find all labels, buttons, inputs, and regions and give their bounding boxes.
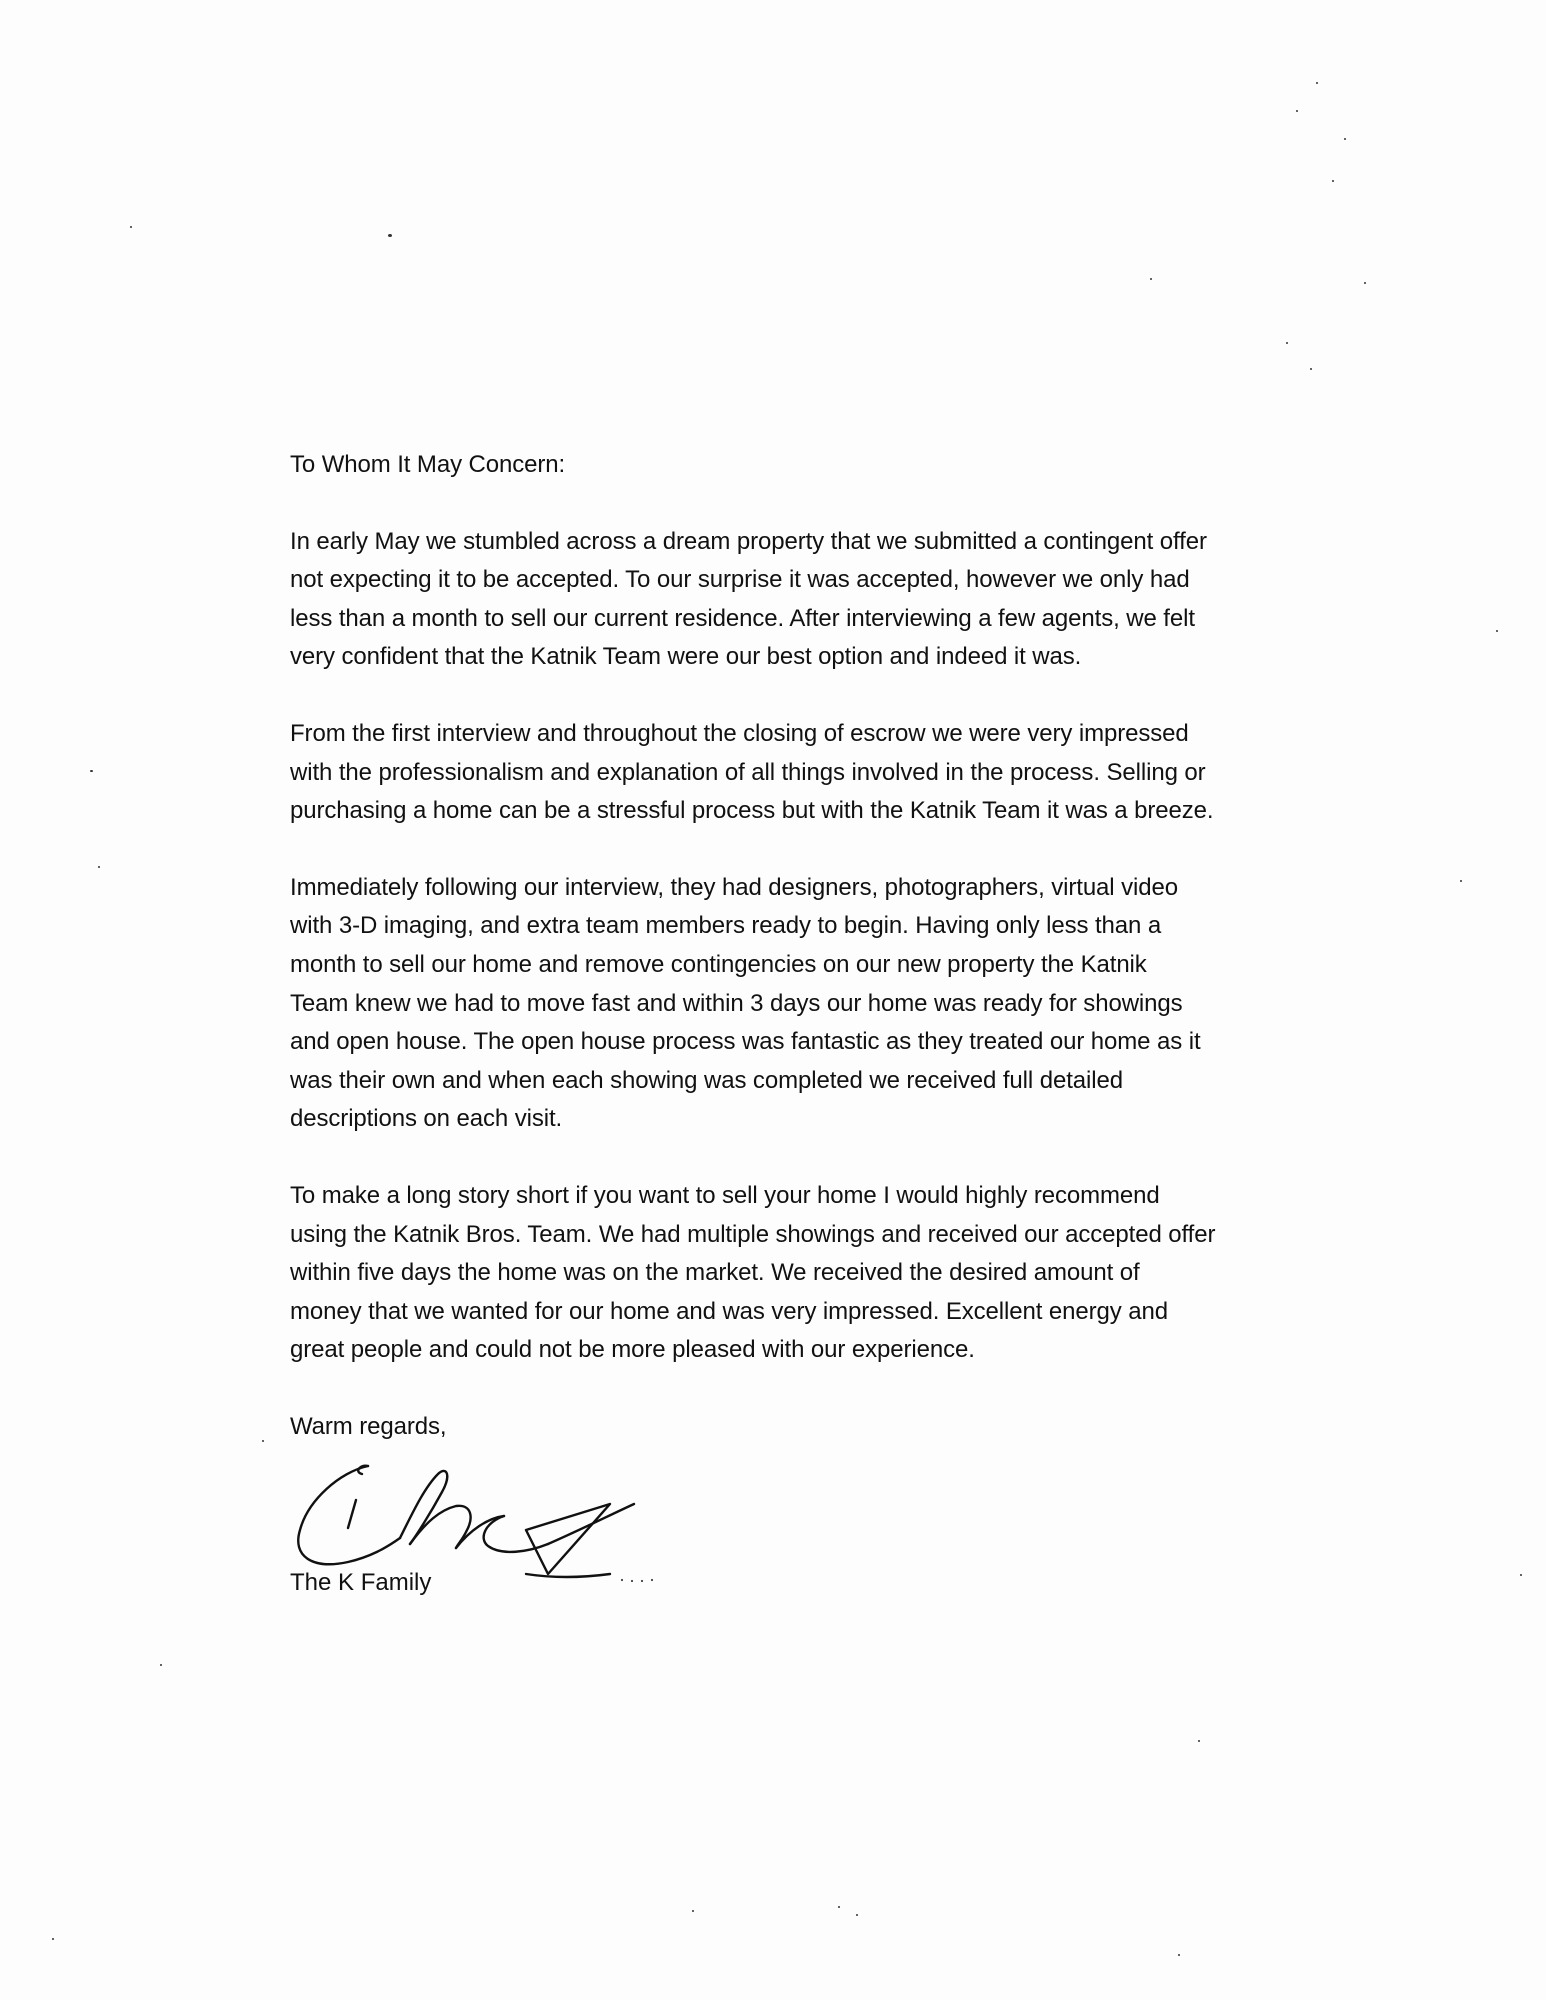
sender-name: The K Family xyxy=(290,1569,432,1596)
scan-speck xyxy=(1332,180,1334,182)
closing: Warm regards, xyxy=(290,1412,447,1440)
paragraph-line: To make a long story short if you want to sell your home I would highly recommend xyxy=(290,1181,1160,1209)
scan-speck xyxy=(388,234,392,237)
paragraph-line: very confident that the Katnik Team were our best option and indeed it was. xyxy=(290,643,1082,671)
scan-speck xyxy=(1178,1954,1180,1956)
paragraph-line: within five days the home was on the market. We received the desired amount of xyxy=(290,1259,1140,1287)
scan-speck xyxy=(1198,1740,1200,1742)
scan-speck xyxy=(52,1938,54,1940)
paragraph-line: with the professionalism and explanation of all things involved in the process. Selling or xyxy=(290,758,1206,786)
letter-body xyxy=(290,446,1290,1446)
paragraph-1 xyxy=(290,523,1290,677)
scan-speck xyxy=(1150,278,1152,280)
scan-speck xyxy=(1344,138,1346,140)
scan-speck xyxy=(160,1664,162,1666)
scan-speck xyxy=(1296,110,1298,112)
paragraph-line: was their own and when each showing was completed we received full detailed xyxy=(290,1066,1123,1094)
paragraph-line: with 3-D imaging, and extra team members ready to begin. Having only less than a xyxy=(290,912,1162,940)
scan-speck xyxy=(1310,368,1312,370)
paragraph-line: and open house. The open house process was fantastic as they treated our home as it xyxy=(290,1028,1201,1056)
scan-speck xyxy=(1364,282,1366,284)
paragraph-3 xyxy=(290,869,1290,1139)
paragraph-line: great people and could not be more pleased with our experience. xyxy=(290,1336,975,1364)
paragraph-line: money that we wanted for our home and was very impressed. Excellent energy and xyxy=(290,1297,1168,1325)
salutation: To Whom It May Concern: xyxy=(290,451,566,478)
paragraph-line: Team knew we had to move fast and within 3 days our home was ready for showings xyxy=(290,989,1183,1017)
scan-speck xyxy=(1460,880,1462,882)
scan-speck xyxy=(98,866,100,868)
scan-speck xyxy=(692,1910,694,1912)
paragraph-line: purchasing a home can be a stressful process but with the Katnik Team it was a breeze. xyxy=(290,797,1214,825)
scan-speck xyxy=(1286,342,1288,344)
paragraph-4 xyxy=(290,1177,1290,1370)
paragraph-line: Immediately following our interview, they had designers, photographers, virtual video xyxy=(290,873,1178,901)
scan-speck xyxy=(1316,82,1318,84)
paragraph-line: using the Katnik Bros. Team. We had multiple showings and received our accepted offer xyxy=(290,1220,1216,1248)
scan-speck xyxy=(1496,630,1498,632)
scan-speck xyxy=(90,770,93,772)
scan-speck xyxy=(130,226,132,228)
paragraph-line: From the first interview and throughout the closing of escrow we were very impressed xyxy=(290,719,1189,747)
paragraph-line: In early May we stumbled across a dream property that we submitted a contingent offer xyxy=(290,527,1207,555)
scan-speck xyxy=(262,1440,264,1442)
paragraph-2 xyxy=(290,715,1290,831)
scan-speck xyxy=(1520,1574,1522,1576)
paragraph-line: less than a month to sell our current residence. After interviewing a few agents, we felt xyxy=(290,604,1195,632)
paragraph-line: descriptions on each visit. xyxy=(290,1105,563,1133)
scan-speck xyxy=(856,1914,858,1916)
paragraph-line: month to sell our home and remove contingencies on our new property the Katnik xyxy=(290,950,1147,978)
scan-speck xyxy=(838,1906,840,1908)
paragraph-line: not expecting it to be accepted. To our surprise it was accepted, however we only had xyxy=(290,566,1190,594)
